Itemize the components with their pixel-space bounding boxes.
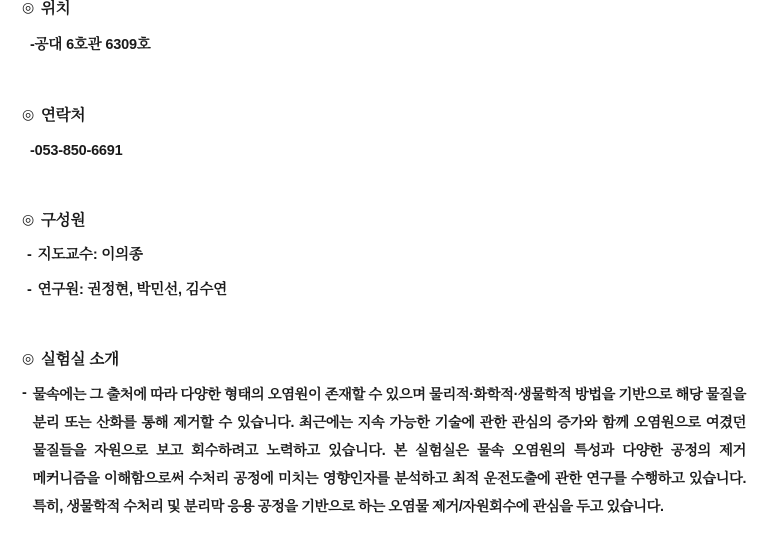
section-members-heading — [22, 212, 746, 231]
section-intro-title: 실험실 소개 — [41, 350, 120, 368]
double-circle-bullet-icon: ◎ — [22, 349, 35, 366]
list-dash-icon: - — [27, 246, 32, 263]
list-item — [22, 280, 746, 301]
member-researchers: 연구원: 권정현, 박민선, 김수연 — [37, 281, 228, 298]
section-intro-heading — [22, 351, 746, 370]
list-item — [22, 245, 746, 266]
intro-paragraph-block — [22, 382, 746, 521]
list-dash-icon: - — [22, 385, 27, 402]
intro-paragraph-text: 물속에는 그 출처에 따라 다양한 형태의 오염원이 존재할 수 있으며 물리적·화학적·생물학적 방법을 기반으로 해당 물질을 분리 또는 산화를 통해 제거할 수 있습니다. 최근에는 지속 가능한 기술에 관한 관심의 증가와 함께 오염원으로 여겼던 물질들을 자원으로 보고 회수하려고 노력하고 있습니다. 본 실험실은 물속 오염원의 특성과 다양한 공정의 제거 메커니즘을 이해함으로써 수처리 공정에 미치는 영향인자를 분석하고 최적 운전도출에 관한 연구를 수행하고 있습니다. 특히, 생물학적 수처리 및 분리막 응용 공정을 기반으로 하는 오염물 제거/자원회수에 관심을 두고 있습니다. — [32, 387, 746, 515]
section-lab-introduction — [22, 351, 746, 522]
section-location-heading — [22, 0, 746, 19]
section-members-title: 구성원 — [41, 212, 86, 230]
member-advisor: 지도교수: 이의종 — [37, 246, 143, 263]
section-location-title: 위치 — [41, 0, 71, 17]
double-circle-bullet-icon: ◎ — [22, 0, 35, 15]
section-location-value: -공대 6호관 6309호 — [30, 36, 151, 53]
section-contact-phone: -053-850-6691 — [30, 143, 123, 160]
section-location — [22, 0, 746, 56]
section-contact-title: 연락처 — [41, 106, 86, 124]
double-circle-bullet-icon: ◎ — [22, 211, 35, 228]
section-members — [22, 212, 746, 301]
section-contact — [22, 107, 746, 163]
double-circle-bullet-icon: ◎ — [22, 105, 35, 122]
section-contact-heading — [22, 107, 746, 126]
list-dash-icon: - — [27, 281, 32, 298]
